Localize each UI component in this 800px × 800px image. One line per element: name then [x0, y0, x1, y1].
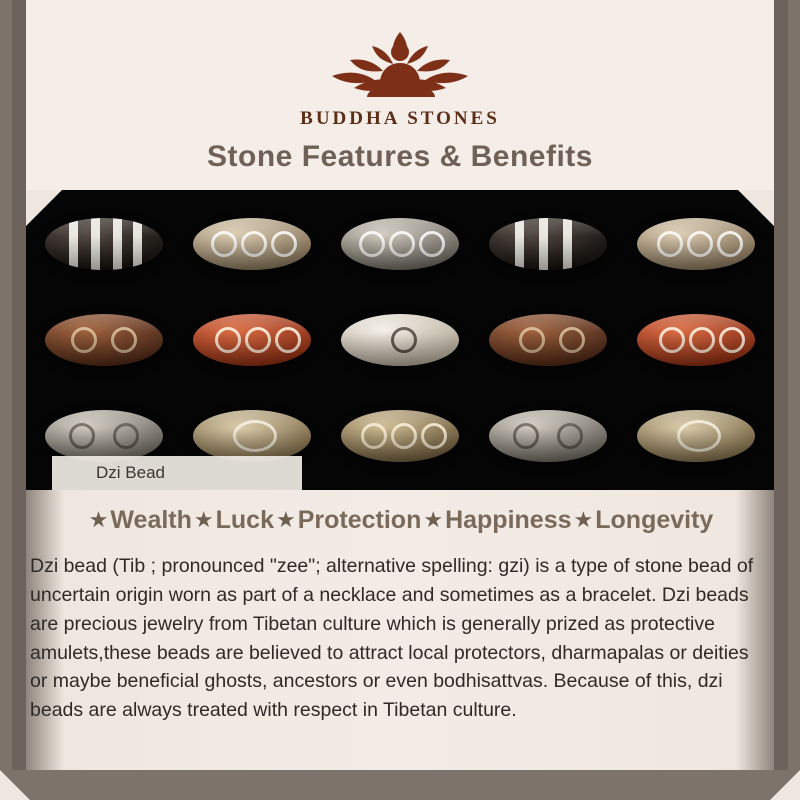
photo-caption-label: Dzi Bead — [96, 463, 165, 482]
bottom-frame-bar — [0, 770, 800, 800]
photo-caption — [52, 456, 302, 490]
bead-item — [637, 410, 755, 462]
bead-item — [341, 410, 459, 462]
benefit-wealth: Wealth — [110, 505, 192, 534]
bead-grid — [26, 190, 774, 490]
star-icon: ★ — [423, 507, 444, 532]
bead-item — [341, 314, 459, 366]
bead-item — [45, 410, 163, 462]
star-icon: ★ — [88, 507, 109, 532]
benefits-row — [26, 498, 774, 542]
bead-item — [193, 410, 311, 462]
benefit-luck: Luck — [215, 505, 274, 534]
bead-item — [45, 314, 163, 366]
benefit-happiness: Happiness — [445, 505, 572, 534]
right-frame-bar — [774, 0, 800, 800]
star-icon: ★ — [275, 507, 296, 532]
bead-item — [193, 218, 311, 270]
bead-item — [489, 410, 607, 462]
product-photo — [26, 190, 774, 490]
photo-corner-wedge-top-right — [738, 190, 774, 226]
photo-corner-wedge-top-left — [26, 190, 62, 226]
page-title: Stone Features & Benefits — [207, 140, 593, 173]
header — [26, 0, 774, 190]
brand-logo-icon — [300, 16, 500, 112]
star-icon: ★ — [573, 507, 594, 532]
benefit-protection: Protection — [297, 505, 422, 534]
description-text: Dzi bead (Tib ; pronounced "zee"; alternative spelling: gzi) is a type of stone bead of uncertain origin worn as part of a necklace and sometimes as a bracelet. Dzi beads are precious jewelry from Tibetan culture which is generally prized as protective amulets,these beads are believed to attract local protectors, dharmapalas or deities or maybe beneficial ghosts, ancestors or even bodhisattvas. Because of this, dzi beads are always treated with respect in Tibetan culture. — [30, 555, 754, 722]
left-frame-bar-inner — [12, 0, 26, 800]
bead-item — [637, 314, 755, 366]
bead-item — [193, 314, 311, 366]
right-frame-bar-inner — [774, 0, 788, 800]
bottom-corner-wedge-left — [0, 770, 30, 800]
bead-item — [341, 218, 459, 270]
bottom-corner-wedge-right — [770, 770, 800, 800]
benefit-longevity: Longevity — [595, 505, 714, 534]
star-icon: ★ — [193, 507, 214, 532]
title-band — [26, 140, 774, 174]
bead-item — [489, 314, 607, 366]
brand-name: BUDDHA STONES — [300, 108, 500, 129]
bead-item — [489, 218, 607, 270]
bead-item — [45, 218, 163, 270]
left-frame-bar — [0, 0, 26, 800]
